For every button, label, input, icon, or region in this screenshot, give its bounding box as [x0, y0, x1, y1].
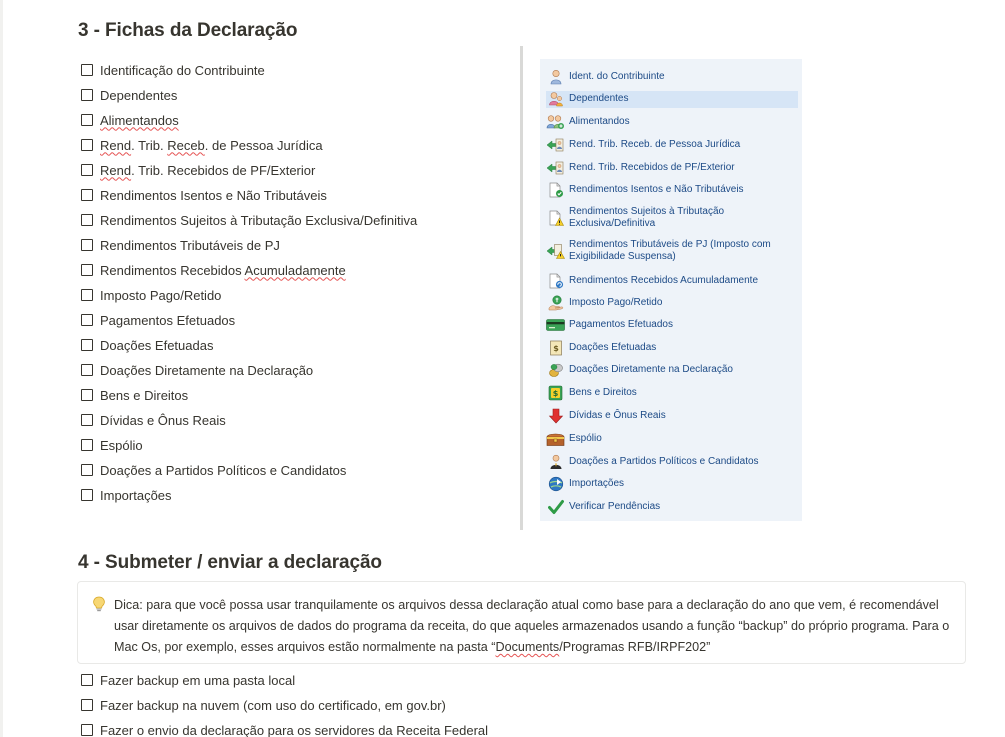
todo-item	[81, 235, 280, 255]
dependents-icon	[546, 90, 565, 109]
todo-item	[81, 260, 346, 280]
panel-item[interactable]	[546, 454, 798, 471]
panel-item[interactable]	[546, 91, 798, 108]
todo-item	[81, 310, 235, 330]
todo-item	[81, 670, 295, 690]
fichas-navigation-panel	[540, 59, 802, 521]
todo-checkbox[interactable]	[81, 164, 93, 176]
person-icon	[546, 68, 565, 87]
panel-item-label: Imposto Pago/Retido	[569, 296, 663, 308]
todo-checkbox[interactable]	[81, 489, 93, 501]
svg-text:$: $	[552, 344, 559, 353]
debt-arrow-icon	[546, 407, 565, 426]
todo-label: Fazer backup em uma pasta local	[100, 672, 296, 688]
tax-paid-icon	[546, 294, 565, 313]
todo-checkbox[interactable]	[81, 414, 93, 426]
section-4-heading: 4 - Submeter / enviar a declaração	[78, 552, 382, 573]
panel-item-label: Pagamentos Efetuados	[569, 318, 673, 330]
todo-checkbox[interactable]	[81, 264, 93, 276]
assets-icon	[546, 384, 565, 403]
todo-item	[81, 85, 177, 105]
todo-checkbox[interactable]	[81, 114, 93, 126]
todo-item	[81, 410, 226, 430]
panel-item-label: Rend. Trib. Receb. de Pessoa Jurídica	[569, 138, 741, 150]
todo-item	[81, 285, 221, 305]
chest-icon	[546, 430, 565, 449]
section-3-heading: 3 - Fichas da Declaração	[78, 20, 298, 41]
todo-item	[81, 720, 488, 737]
todo-checkbox[interactable]	[81, 339, 93, 351]
todo-checkbox[interactable]	[81, 289, 93, 301]
panel-item-label: Verificar Pendências	[569, 500, 661, 512]
panel-item[interactable]	[546, 317, 798, 334]
donation-icon	[546, 339, 565, 358]
todo-label: Rend. Trib. Receb. de Pessoa Jurídica	[100, 137, 323, 153]
panel-item-label: Doações Efetuadas	[569, 341, 657, 353]
document-refresh-icon	[546, 272, 565, 291]
todo-item	[81, 460, 346, 480]
todo-item	[81, 135, 323, 155]
todo-checkbox[interactable]	[81, 64, 93, 76]
panel-item-label: Doações Diretamente na Declaração	[569, 363, 733, 375]
people-add-icon	[546, 113, 565, 132]
todo-item	[81, 185, 327, 205]
panel-item-label: Rendimentos Isentos e Não Tributáveis	[569, 183, 744, 195]
income-arrow-icon	[546, 136, 565, 155]
todo-label: Identificação do Contribuinte	[100, 62, 265, 78]
tip-text-folder: Documents	[495, 640, 560, 654]
panel-item[interactable]	[546, 137, 798, 154]
document-warning-icon	[546, 209, 565, 228]
todo-checkbox[interactable]	[81, 724, 93, 736]
panel-item[interactable]	[546, 499, 798, 516]
todo-label: Dívidas e Ônus Reais	[100, 412, 226, 428]
todo-label: Rendimentos Isentos e Não Tributáveis	[100, 187, 327, 203]
income-warning-icon	[546, 242, 565, 261]
panel-item[interactable]	[546, 340, 798, 357]
todo-checkbox[interactable]	[81, 464, 93, 476]
todo-label: Espólio	[100, 437, 143, 453]
panel-item-label: Dívidas e Ônus Reais	[569, 409, 666, 421]
todo-label: Doações Diretamente na Declaração	[100, 362, 314, 378]
todo-checkbox[interactable]	[81, 139, 93, 151]
todo-item	[81, 485, 172, 505]
panel-item-label: Espólio	[569, 432, 602, 444]
todo-label: Importações	[100, 487, 172, 503]
panel-item-label: Dependentes	[569, 92, 629, 104]
todo-checkbox[interactable]	[81, 389, 93, 401]
todo-checkbox[interactable]	[81, 699, 93, 711]
todo-label: Bens e Direitos	[100, 387, 189, 403]
todo-label: Rendimentos Sujeitos à Tributação Exclusiva/Definitiva	[100, 212, 418, 228]
todo-checkbox[interactable]	[81, 364, 93, 376]
document-check-icon	[546, 181, 565, 200]
todo-checkbox[interactable]	[81, 239, 93, 251]
quote-bar	[520, 46, 523, 530]
panel-item[interactable]	[546, 431, 798, 448]
todo-label: Fazer o envio da declaração para os servidores da Receita Federal	[100, 722, 489, 737]
todo-checkbox[interactable]	[81, 439, 93, 451]
todo-item	[81, 60, 265, 80]
panel-item[interactable]	[546, 114, 798, 131]
todo-checkbox[interactable]	[81, 189, 93, 201]
lightbulb-icon	[92, 596, 106, 612]
todo-checkbox[interactable]	[81, 314, 93, 326]
panel-item-label: Rendimentos Tributáveis de PJ (Imposto com Exigibilidade Suspensa)	[569, 238, 771, 262]
svg-text:$: $	[552, 389, 558, 399]
todo-label: Alimentandos	[100, 112, 179, 128]
panel-item-label: Importações	[569, 477, 625, 489]
todo-label: Rend. Trib. Recebidos de PF/Exterior	[100, 162, 316, 178]
panel-item[interactable]	[546, 273, 798, 290]
panel-item[interactable]	[546, 295, 798, 312]
panel-item[interactable]	[546, 238, 798, 265]
todo-label: Rendimentos Tributáveis de PJ	[100, 237, 280, 253]
tip-text-part: /Programas RFB/IRPF202”	[559, 640, 711, 654]
todo-item	[81, 695, 446, 715]
todo-item	[81, 360, 313, 380]
coins-icon	[546, 361, 565, 380]
panel-item[interactable]	[546, 385, 798, 402]
panel-item-label: Doações a Partidos Políticos e Candidatos	[569, 455, 759, 467]
todo-label: Fazer backup na nuvem (com uso do certificado, em gov.br)	[100, 697, 446, 713]
todo-label: Dependentes	[100, 87, 178, 103]
panel-item-label: Bens e Direitos	[569, 386, 637, 398]
income-arrow-icon	[546, 159, 565, 178]
todo-checkbox[interactable]	[81, 89, 93, 101]
panel-item[interactable]	[546, 182, 798, 199]
todo-label: Pagamentos Efetuados	[100, 312, 236, 328]
panel-item-label: Alimentandos	[569, 115, 630, 127]
tip-text	[114, 595, 954, 658]
todo-item	[81, 335, 213, 355]
panel-item-label: Rend. Trib. Recebidos de PF/Exterior	[569, 161, 735, 173]
panel-item[interactable]	[546, 362, 798, 379]
panel-item-label: Rendimentos Sujeitos à Tributação Exclusiva/Definitiva	[569, 205, 725, 229]
todo-label: Doações Efetuadas	[100, 337, 214, 353]
page-left-edge	[0, 0, 3, 737]
panel-item[interactable]	[546, 205, 798, 232]
todo-item	[81, 110, 179, 130]
panel-item-label: Rendimentos Recebidos Acumuladamente	[569, 274, 758, 286]
candidate-icon	[546, 453, 565, 472]
tip-text-part: Dica: para que você possa usar tranquilamente os arquivos dessa declaração atual como base para a declaração do ano que vem, é recomendável usar diretamente os arquivos de dados do programa da receita, do que aqueles armazenados usando a função “backup” do próprio programa. Para o Mac Os, por exemplo, esses arquivos estão normalmente na pasta “	[114, 598, 950, 654]
todo-label: Doações a Partidos Políticos e Candidatos	[100, 462, 347, 478]
todo-checkbox[interactable]	[81, 674, 93, 686]
todo-item	[81, 385, 188, 405]
checkmark-icon	[546, 498, 565, 517]
panel-item[interactable]	[546, 160, 798, 177]
todo-item	[81, 160, 315, 180]
credit-card-icon	[546, 316, 565, 335]
import-icon	[546, 475, 565, 494]
todo-item	[81, 435, 143, 455]
panel-item[interactable]	[546, 476, 798, 493]
todo-label: Rendimentos Recebidos Acumuladamente	[100, 262, 346, 278]
panel-item[interactable]	[546, 408, 798, 425]
todo-item	[81, 210, 417, 230]
todo-checkbox[interactable]	[81, 214, 93, 226]
tip-callout	[77, 581, 966, 664]
panel-item[interactable]	[546, 69, 798, 86]
todo-label: Imposto Pago/Retido	[100, 287, 222, 303]
panel-item-label: Ident. do Contribuinte	[569, 70, 665, 82]
